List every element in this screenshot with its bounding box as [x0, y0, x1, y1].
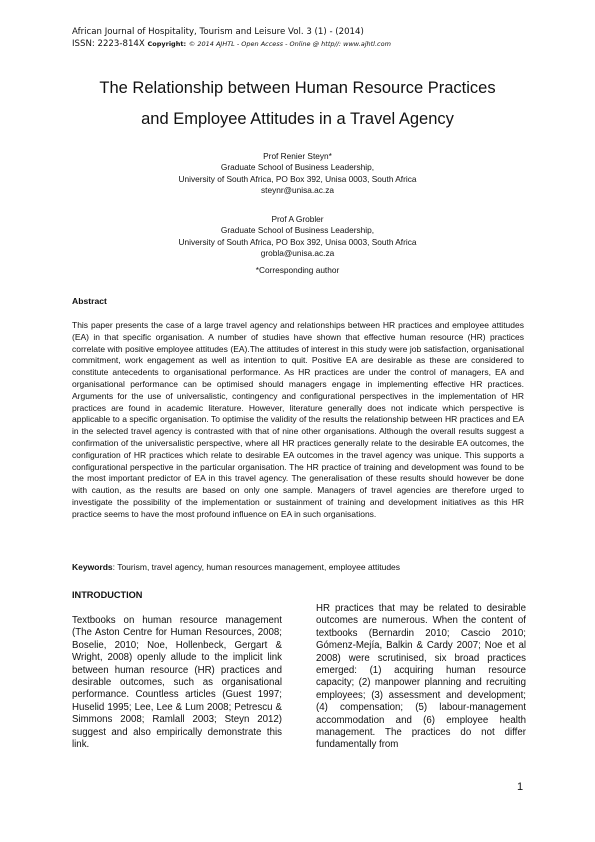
keywords-label: Keywords	[72, 562, 113, 572]
author-email: steynr@unisa.ac.za	[261, 184, 334, 195]
journal-header	[72, 26, 391, 50]
author-affiliation: Graduate School of Business Leadership,	[220, 225, 375, 236]
corresponding-author-note: *Corresponding author	[255, 265, 340, 275]
keywords	[72, 562, 524, 572]
author-block-2	[100, 214, 495, 259]
introduction-left-column: Textbooks on human resource management (The Aston Centre for Human Resources, 2008; Boselie, 2010; Noe, Hollenbeck, Gergart & Wright, 2008) openly allude to the implicit link between human resource (HR) practices and desirable outcomes, such as organisational performance. Countless articles (Guest 1997; Huselid 1995; Lee, Lee & Lum 2008; Petrescu & Simmons 2008; Ramlall 2003; Steyn 2012) suggest and also empirically demonstrate this link.	[72, 615, 282, 751]
author-address: University of South Africa, PO Box 392, Unisa 0003, South Africa	[178, 236, 417, 247]
issn: ISSN: 2223-814X	[72, 39, 145, 49]
author-affiliation: Graduate School of Business Leadership,	[220, 162, 375, 173]
copyright-label: Copyright:	[147, 40, 187, 48]
introduction-right-column: HR practices that may be related to desirable outcomes are numerous. When the content of textbooks (Bernardin 2010; Cascio 2010; Gómenz-Mejía, Balkin & Cardy 2007; Noe et al 2008) were scrutinised, six broad practices emerged: (1) acquiring human resource capacity; (2) manpower planning and recruiting employees; (3) assessment and development; (4) compensation; (5) labour-management accommodation and (6) employee health management. The practices do not differ fundamentally from	[316, 603, 526, 751]
author-email: grobla@unisa.ac.za	[260, 247, 335, 258]
copyright-text: © 2014 AJHTL - Open Access - Online @ http//: www.ajhtl.com	[188, 40, 391, 48]
journal-issn-line	[72, 38, 391, 50]
page-number: 1	[517, 781, 524, 793]
author-name: Prof Renier Steyn*	[263, 151, 332, 161]
abstract-body: This paper presents the case of a large travel agency and relationships between HR practices and employee attitudes (EA) in that specific organisation. A number of studies have shown that effective human resource (HR) practices correlate with positive employee attitudes (EA).The attitudes of interest in this study were job satisfaction, organisational commitment, work engagement as well as intention to quit. Positive EA are desirable as these are considered to constitute antecedents to organisational performance. As HR practices are under the control of managers, EA and organisational performance can be optimised should managers engage in implementing effective HR practices. Arguments for the use of universalistic, contingency and configurational perspectives in the implementation of HR practices are found in academic literature. However, literature generally does not indicate which perspective is applicable to a specific organisation. To optimise the validity of the results the relationship between HR practices and EA in the selected travel agency is contrasted with that of nine other organisations. Although the overall results suggest a confirmation of the universalistic perspective, where all HR practices generally relate to the desirable EA outcomes, the configuration of HR practices which relate to desirable EA outcomes in the travel agency was unique. This supports a configurational perspective in the particular organisation. The HR practice of training and development was found to be the most important predictor of EA in this travel agency. The generalisation of these results should however be done with caution, as the results are based on only one sample. Managers of travel agencies are therefore urged to investigate the possibility of the implementation or sustainment of training and development initiatives as this HR practice seems to have the most profound influence on EA in such organisations.	[72, 320, 524, 519]
abstract-heading: Abstract	[72, 296, 107, 306]
journal-title-line: African Journal of Hospitality, Tourism and Leisure Vol. 3 (1) - (2014)	[72, 27, 364, 37]
introduction-heading: INTRODUCTION	[72, 590, 143, 600]
author-name: Prof A Grobler	[271, 214, 324, 224]
keywords-text: : Tourism, travel agency, human resources management, employee attitudes	[112, 562, 401, 572]
paper-title-line-1: The Relationship between Human Resource Practices	[99, 79, 496, 97]
paper-title-line-2: and Employee Attitudes in a Travel Agency	[141, 110, 454, 128]
author-block-1	[100, 151, 495, 196]
author-address: University of South Africa, PO Box 392, Unisa 0003, South Africa	[178, 173, 417, 184]
